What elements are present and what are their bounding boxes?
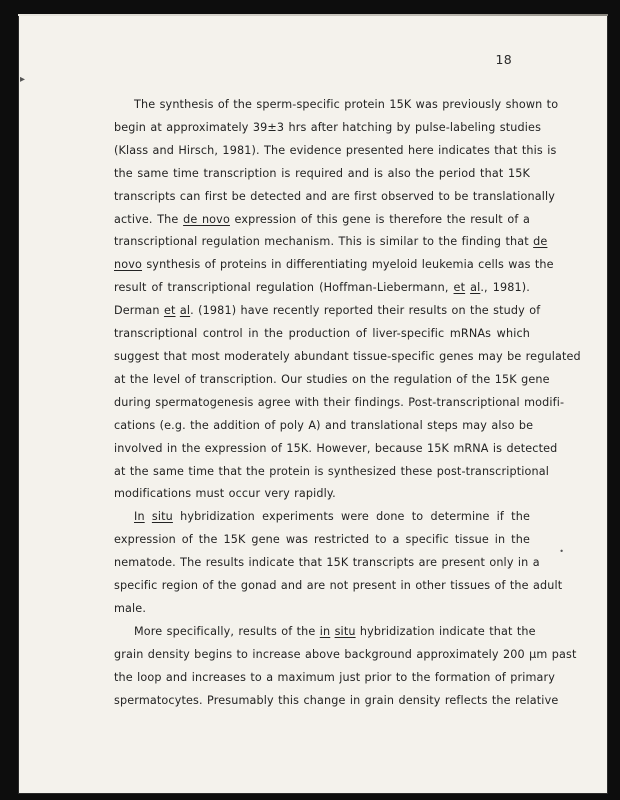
underlined-term: situ — [151, 510, 173, 524]
underlined-term: de — [533, 235, 548, 249]
text-line — [114, 392, 565, 415]
text-run: The synthesis of the sperm-specific protein 15K was previously shown to — [134, 98, 559, 111]
text-run: involved in the expression of 15K. However, because 15K mRNA is detected — [114, 441, 558, 455]
text-line — [114, 690, 559, 713]
underlined-term: al — [470, 281, 481, 295]
text-line — [114, 186, 555, 209]
text-run: the loop and increases to a maximum just prior to the formation of primary — [114, 670, 556, 684]
underlined-term: situ — [334, 624, 356, 638]
text-run: suggest that most moderately abundant tissue-specific genes may be regulated — [114, 349, 581, 363]
text-run — [145, 510, 152, 523]
paragraph-3 — [114, 621, 577, 713]
underlined-term: et — [453, 281, 466, 295]
text-run: male. — [114, 601, 147, 615]
text-line — [114, 140, 557, 163]
text-run: specific region of the gonad and are not present in other tissues of the adult — [114, 579, 563, 593]
text-run: result of transcriptional regulation (Hoffman-Liebermann, — [114, 281, 454, 295]
text-run: at the level of transcription. Our studies on the regulation of the 15K gene — [114, 372, 550, 386]
text-run: Derman — [114, 304, 164, 318]
text-run: synthesis of proteins in differentiating myeloid leukemia cells was the — [142, 258, 554, 272]
text-run: during spermatogenesis agree with their findings. Post-transcriptional modifi- — [114, 395, 565, 409]
text-line — [114, 438, 558, 461]
text-run: nematode. The results indicate that 15K transcripts are present only in a — [114, 556, 540, 570]
text-line — [114, 254, 554, 277]
text-run: begin at approximately 39±3 hrs after hatching by pulse-labeling studies — [114, 120, 542, 134]
text-run: grain density begins to increase above background approximately 200 μm past — [114, 647, 577, 661]
text-line — [114, 231, 548, 254]
text-line — [114, 94, 559, 117]
document-page — [18, 14, 608, 794]
text-run: hybridization indicate that the — [355, 624, 536, 638]
text-line — [114, 277, 530, 300]
text-line — [114, 552, 540, 575]
text-line — [114, 644, 577, 667]
text-line — [114, 621, 536, 644]
text-run: . (1981) have recently reported their results on the study of — [190, 304, 541, 318]
text-run: expression of this gene is therefore the result of a — [229, 212, 531, 226]
text-run: hybridization experiments were done to determine if the — [172, 510, 530, 524]
text-line — [114, 575, 563, 598]
text-run: More specifically, results of the — [134, 624, 320, 638]
text-run: spermatocytes. Presumably this change in grain density reflects the relative — [114, 693, 559, 707]
page-top-edge — [18, 14, 608, 16]
text-line — [114, 667, 556, 690]
underlined-term: al — [179, 304, 191, 318]
text-run: cations (e.g. the addition of poly A) and translational steps may also be — [114, 418, 534, 432]
text-line — [114, 163, 530, 186]
underlined-term: et — [163, 304, 176, 318]
text-run: ., 1981). — [480, 281, 530, 295]
text-line — [114, 529, 530, 552]
text-line — [114, 300, 541, 323]
text-run: the same time transcription is required and is also the period that 15K — [114, 166, 530, 180]
text-line — [114, 461, 550, 484]
paragraph-2 — [114, 506, 563, 621]
page-number: 18 — [495, 52, 512, 67]
underlined-term: de novo — [183, 212, 230, 226]
underlined-term: in — [319, 624, 331, 638]
underlined-term: novo — [114, 258, 143, 272]
text-run: modifications must occur very rapidly. — [114, 487, 336, 501]
text-run: at the same time that the protein is synthesized these post-transcriptional — [114, 464, 550, 478]
text-line — [114, 369, 550, 392]
scan-speck-mark: ▸ — [20, 74, 26, 85]
text-run: transcripts can first be detected and are first observed to be translationally — [114, 189, 555, 203]
text-run: transcriptional regulation mechanism. This is similar to the finding that — [114, 235, 534, 249]
text-line — [114, 209, 530, 232]
scan-dot-mark: • — [559, 547, 564, 556]
text-line — [114, 346, 581, 369]
text-run: (Klass and Hirsch, 1981). The evidence presented here indicates that this is — [114, 143, 557, 157]
body-text — [114, 94, 581, 712]
text-run: active. The — [114, 212, 184, 226]
paragraph-1 — [114, 94, 581, 506]
text-line — [114, 598, 530, 621]
text-run: transcriptional control in the production of liver-specific mRNAs which — [114, 327, 530, 341]
underlined-term: In — [134, 510, 145, 524]
text-line — [114, 117, 542, 140]
text-line — [114, 483, 530, 506]
text-line — [114, 415, 534, 438]
text-line — [114, 323, 530, 346]
text-run: expression of the 15K gene was restricted to a specific tissue in the — [114, 533, 530, 547]
text-line — [114, 506, 530, 529]
